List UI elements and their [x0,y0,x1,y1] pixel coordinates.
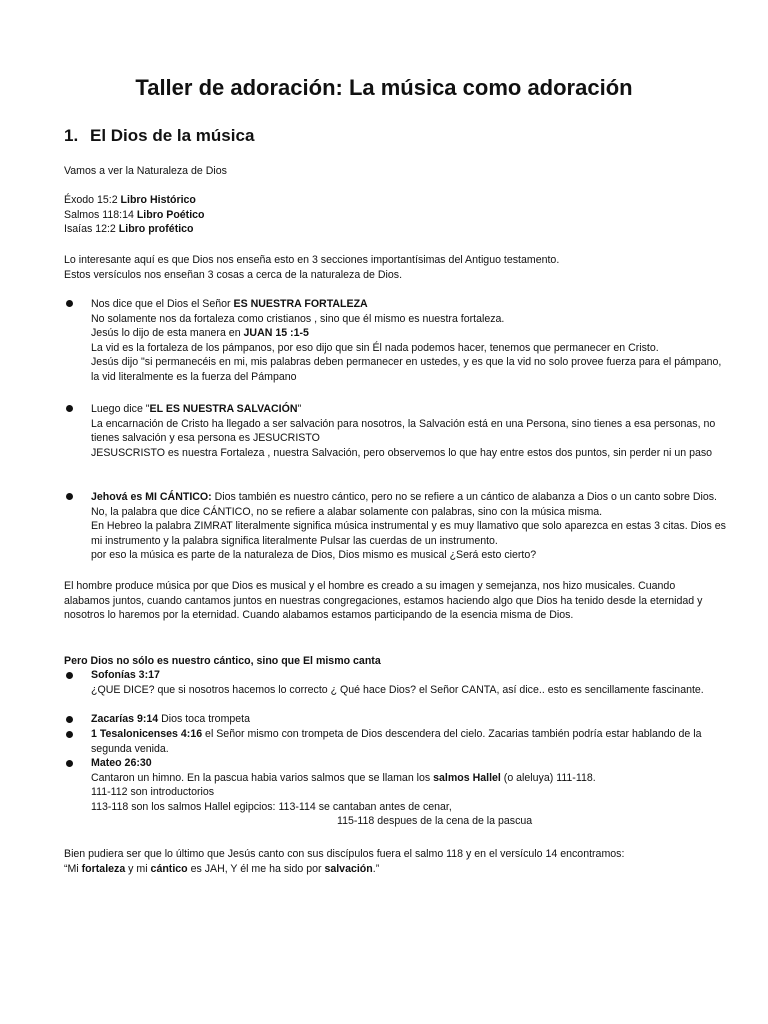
paragraph-musical: El hombre produce música por que Dios es musical y el hombre es creado a su imagen y semejanza, nos hizo musicales. Cuando alabamos juntos, cuando cantamos juntos en nuestras congregaciones, estamos haciendo algo que Dios ha tenido desde la eternidad y nosotros lo haremos por la eternidad. Cuando alabamos estamos participando de la esencia misma de Dios. [64,580,703,622]
list-item-mateo: Mateo 26:30 Cantaron un himno. En la pascua habia varios salmos que se llaman los salmos Hallel (o aleluya) 111-118. 111-112 son introductorios 113-118 son los salmos Hallel egipcios: 113-114 se cantaban antes de cenar, 115-118 despues de la cena de la pascua [91,757,596,828]
section-title: El Dios de la música [90,126,255,145]
section-heading [64,125,254,147]
bullet-dot [66,672,73,679]
bullet-salvacion: Luego dice "EL ES NUESTRA SALVACIÓN" La encarnación de Cristo ha llegado a ser salvación para nosotros, la Salvación está en una Persona, sino tienes a esa personas, no tienes salvación y esa persona es JESUCRISTO JESUSCRISTO es nuestra Fortaleza , nuestra Salvación, pero observemos lo que hay entre estos dos puntos, sin perder ni un paso [91,403,716,459]
list-item-tesalonicenses: 1 Tesalonicenses 4:16 el Señor mismo con trompeta de Dios descendera del cielo. Zacarias también podría estar hablando de la segunda venida. [91,728,702,755]
bullet-fortaleza: Nos dice que el Dios el Señor ES NUESTRA FORTALEZA No solamente nos da fortaleza como cristianos , sino que él mismo es nuestra fortaleza. Jesús lo dijo de esta manera en JUAN 15 :1-5 La vid es la fortaleza de los pámpanos, por eso dijo que sin Él nada podemos hacer, tenemos que permanecer en Cristo. Jesús dijo "si permanecéis en mi, mis palabras deben permanecer en ustedes, y es que la vid no solo provee fuerza para el pámpano, la vid literalmente es la fuerza del Pámpano [91,298,722,383]
bullet-dot [66,760,73,767]
bullet-dot [66,716,73,723]
bullet-dot [66,300,73,307]
reference-list [64,193,724,237]
section-number: 1. [64,126,79,145]
list-item-zacarias: Zacarías 9:14 Dios toca trompeta [91,713,251,725]
bullet-dot [66,731,73,738]
reference-line: Éxodo 15:2 Libro Histórico [64,194,196,206]
bullet-cantico: Jehová es MI CÁNTICO: Dios también es nuestro cántico, pero no se refiere a un cántico de alabanza a Dios o un canto sobre Dios. No, la palabra que dice CÁNTICO, no se refiere a alabar solamente con palabras, sino con la música misma. En Hebreo la palabra ZIMRAT literalmente significa música instrumental y es muy llamativo que solo aparezca en estas 3 citas. Dios es mi instrumento y la palabra significa literalmente Pulsar las cuerdas de un instrumento. por eso la música es parte de la naturaleza de Dios, Dios mismo es musical ¿Será esto cierto? [91,491,726,562]
list-item-sofonias: Sofonías 3:17 ¿QUE DICE? que si nosotros hacemos lo correcto ¿ Qué hace Dios? el Señor CANTA, así dice.. esto es sencillamente fascinante. [91,669,704,696]
document-title: Taller de adoración: La música como adoración [135,75,633,100]
reference-line: Salmos 118:14 Libro Poético [64,208,205,221]
closing-quote: “Mi fortaleza y mi cántico es JAH, Y él me ha sido por salvación.” [64,862,380,875]
bullet-dot [66,493,73,500]
reference-line: Isaías 12:2 Libro profético [64,223,194,236]
closing-paragraph: Bien pudiera ser que lo último que Jesús canto con sus discípulos fuera el salmo 118 y en el versículo 14 encontramos: “Mi fortaleza y mi cántico es JAH, Y él me ha sido por salvación.” [64,847,724,876]
intro-text: Vamos a ver la Naturaleza de Dios [64,165,227,177]
paragraph-intro: Lo interesante aquí es que Dios nos enseña esto en 3 secciones importantísimas del Antiguo testamento. Estos versículos nos enseñan 3 cosas a cerca de la naturaleza de Dios. [64,254,560,281]
bullet-dot [66,405,73,412]
paragraph-heading: Pero Dios no sólo es nuestro cántico, sino que El mismo canta [64,655,381,667]
